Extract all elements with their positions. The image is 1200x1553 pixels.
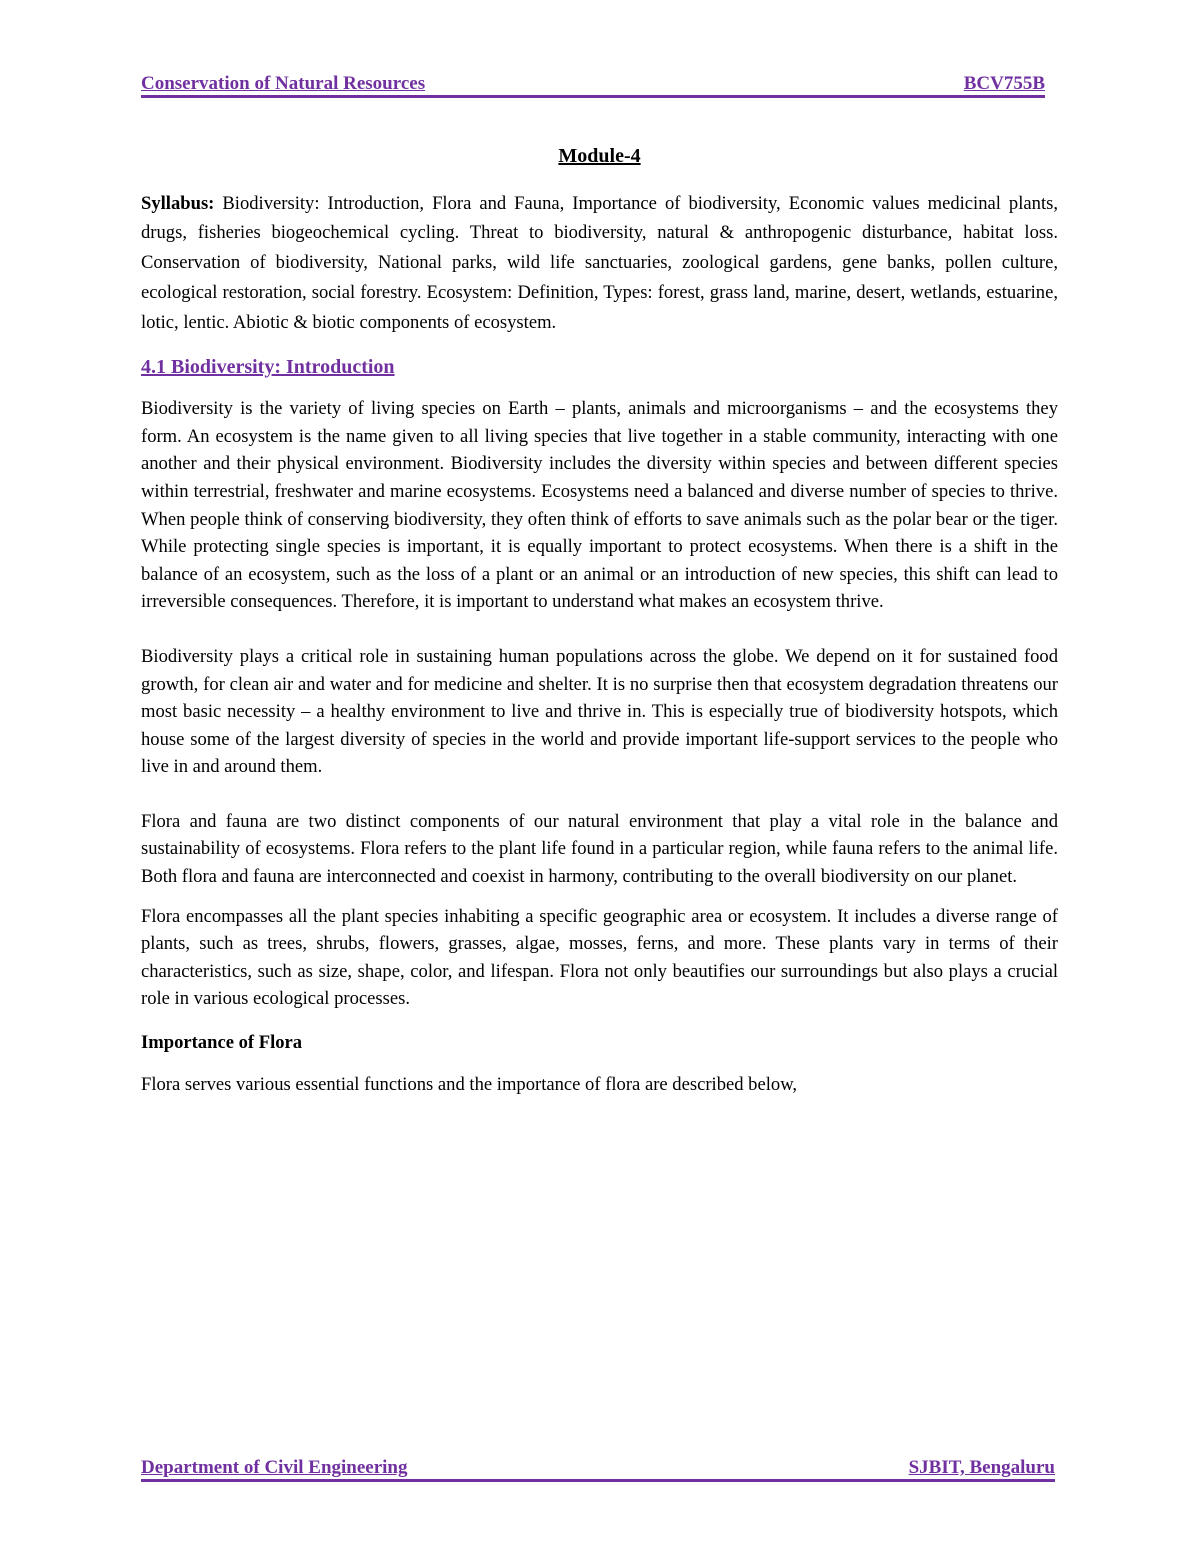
sub-heading: Importance of Flora — [141, 1032, 303, 1054]
paragraph: Flora serves various essential functions and the importance of flora are described below, — [141, 1073, 798, 1095]
paragraph: Flora encompasses all the plant species inhabiting a specific geographic area or ecosystem. It includes a diverse range of plants, such as trees, shrubs, flowers, grasses, algae, mosses, ferns, and more. These plants vary in terms of their characteristics, such as size, shape, color, and lifespan. Flora not only beautifies our surroundings but also plays a crucial role in various ecological processes. — [141, 905, 1058, 1010]
paragraph: Biodiversity plays a critical role in sustaining human populations across the globe. We depend on it for sustained food growth, for clean air and water and for medicine and shelter. It is no surprise then that ecosystem degradation threatens our most basic necessity – a healthy environment to live and thrive in. This is especially true of biodiversity hotspots, which house some of the largest diversity of species in the world and provide important life-support services to the people who live in and around them. — [141, 645, 1058, 778]
paragraph: Biodiversity is the variety of living species on Earth – plants, animals and microorganisms – and the ecosystems they form. An ecosystem is the name given to all living species that live together in a stable community, interacting with one another and their physical environment. Biodiversity includes the diversity within species and between different species within terrestrial, freshwater and marine ecosystems. Ecosystems need a balanced and diverse number of species to thrive. When people think of conserving biodiversity, they often think of efforts to save animals such as the polar bear or the tiger. While protecting single species is important, it is equally important to protect ecosystems. When there is a shift in the balance of an ecosystem, such as the loss of a plant or an animal or an introduction of new species, this shift can lead to irreversible consequences. Therefore, it is important to understand what makes an ecosystem thrive. — [141, 398, 1058, 613]
document-body — [141, 143, 1058, 1098]
page-header — [141, 73, 1045, 98]
course-title: Conservation of Natural Resources — [141, 73, 426, 94]
department: Department of Civil Engineering — [141, 1457, 408, 1478]
syllabus-text: Biodiversity: Introduction, Flora and Fauna, Importance of biodiversity, Economic values medicinal plants, drugs, fisheries biogeochemical cycling. Threat to biodiversity, natural & anthropogenic disturbance, habitat loss. Conservation of biodiversity, National parks, wild life sanctuaries, zoological gardens, gene banks, pollen culture, ecological restoration, social forestry. Ecosystem: Definition, Types: forest, grass land, marine, desert, wetlands, estuarine, lotic, lentic. Abiotic & biotic components of ecosystem. — [141, 192, 1058, 333]
syllabus-label: Syllabus: — [141, 192, 215, 214]
syllabus — [141, 189, 1058, 338]
page-footer — [141, 1457, 1055, 1482]
module-title: Module-4 — [558, 145, 641, 167]
course-code: BCV755B — [963, 73, 1045, 94]
paragraph: Flora and fauna are two distinct components of our natural environment that play a vital role in the balance and sustainability of ecosystems. Flora refers to the plant life found in a particular region, while fauna refers to the animal life. Both flora and fauna are interconnected and coexist in harmony, contributing to the overall biodiversity on our planet. — [141, 810, 1058, 888]
section-heading: 4.1 Biodiversity: Introduction — [141, 355, 395, 378]
institution: SJBIT, Bengaluru — [908, 1457, 1055, 1478]
